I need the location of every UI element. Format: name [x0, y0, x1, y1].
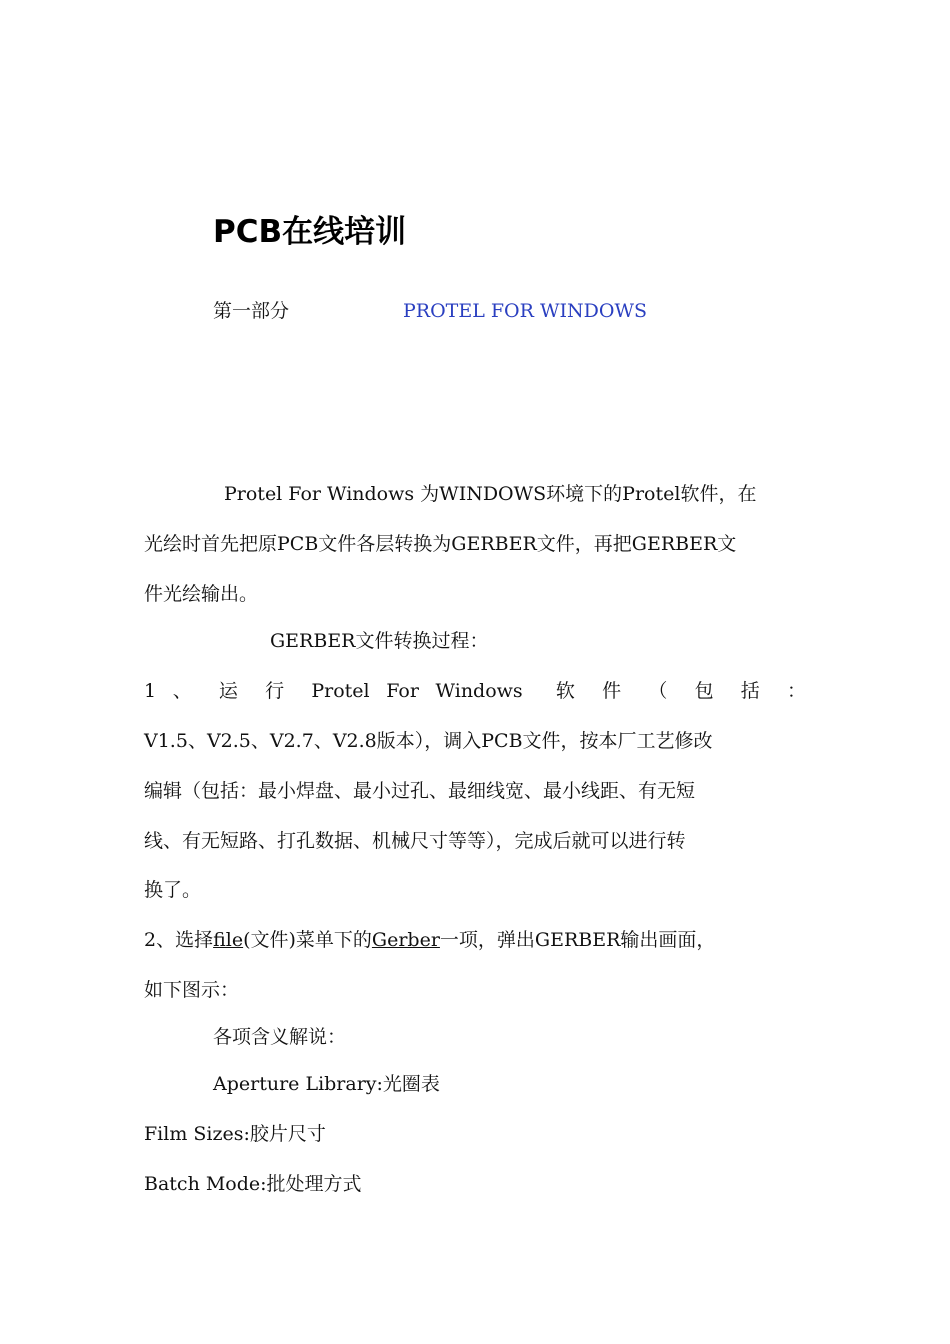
intro-line-1: Protel For Windows 为WINDOWS环境下的Protel软件，在 — [224, 483, 757, 505]
step2-prefix: 2、选择 — [144, 929, 214, 951]
gerber-heading: GERBER文件转换过程： — [270, 630, 489, 652]
intro-line-3: 件光绘输出。 — [144, 583, 259, 605]
step2-line-1 — [144, 925, 715, 955]
gerber-menu-link[interactable]: Gerber — [371, 929, 440, 951]
page-title: PCB在线培训 — [213, 214, 407, 250]
step2-line-2: 如下图示： — [144, 979, 240, 1001]
step1-line-3: 编辑（包括：最小焊盘、最小过孔、最细线宽、最小线距、有无短 — [144, 780, 696, 802]
step2-suffix: 一项，弹出GERBER输出画面， — [439, 929, 716, 951]
part-name: PROTEL FOR WINDOWS — [403, 300, 647, 322]
step1-line-4: 线、有无短路、打孔数据、机械尺寸等等），完成后就可以进行转 — [144, 830, 686, 852]
explain-heading: 各项含义解说： — [213, 1026, 347, 1048]
step1-line-1: 1 、 运 行 Protel For Windows 软 件 （ 包 括 ： — [144, 680, 806, 702]
part-label: 第一部分 — [213, 300, 290, 322]
definition-film-sizes: Film Sizes:胶片尺寸 — [144, 1123, 326, 1145]
part-heading — [213, 296, 647, 326]
intro-line-2: 光绘时首先把原PCB文件各层转换为GERBER文件，再把GERBER文 — [144, 533, 737, 555]
file-menu-link[interactable]: file — [213, 929, 244, 951]
definition-aperture-library: Aperture Library:光圈表 — [213, 1073, 440, 1095]
step1-line-2: V1.5、V2.5、V2.7、V2.8版本），调入PCB文件，按本厂工艺修改 — [144, 730, 713, 752]
definition-batch-mode: Batch Mode:批处理方式 — [144, 1173, 362, 1195]
step2-middle: (文件)菜单下的 — [243, 929, 372, 951]
step1-line-5: 换了。 — [144, 879, 202, 901]
